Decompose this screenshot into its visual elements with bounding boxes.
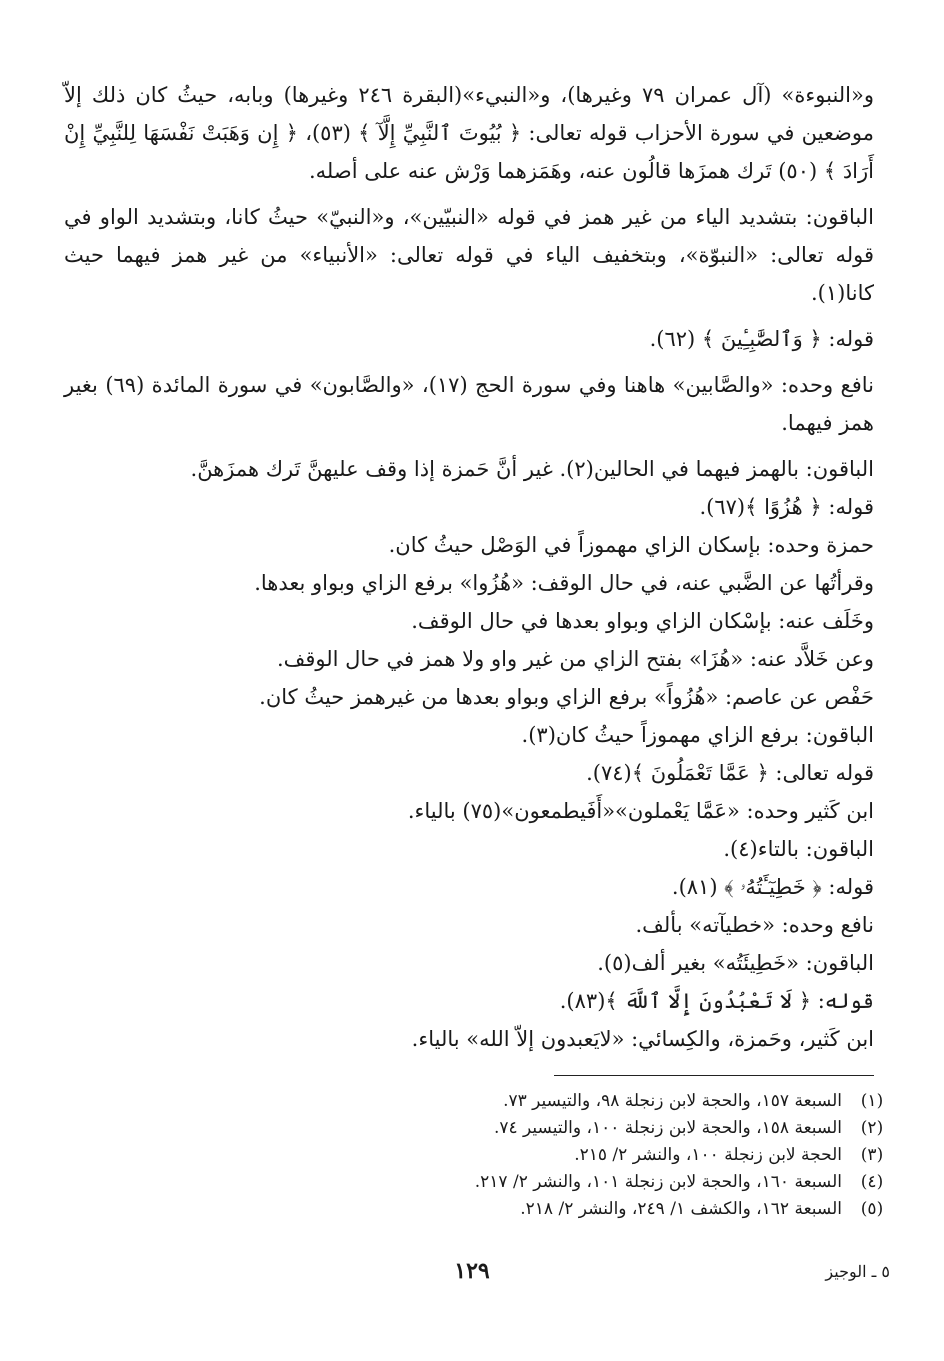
footnote-1 (390, 1088, 890, 1115)
signature-mark: ٥ ـ الوجيز (825, 1262, 890, 1281)
paragraph-5: الباقون: بالهمز فيهما في الحالين(٢). غير أنَّ حَمزة إذا وقف عليهنَّ تَرك همزَهنَّ. (190, 457, 874, 481)
paragraph-14: ابن كَثير وحده: «عَمَّا يَعْملون»«أَفَيطمعون»(٧٥) بالياء. (407, 799, 874, 823)
paragraph-8: وقرأتُها عن الضَّبي عنه، في حال الوقف: «هُزُوا» برفع الزاي وبواو بعدها. (254, 571, 874, 595)
paragraph-16: قوله: ﴿ خَطِيٓـَٔتُهُۥ ﴾ (٨١). (671, 875, 874, 899)
paragraph-13: قوله تعالى: ﴿ عَمَّا تَعْمَلُونَ ﴾(٧٤). (586, 761, 874, 785)
paragraph-20: ابن كَثير، وحَمزة، والكِسائي: «لايَعبدون إلاّ الله» بالياء. (411, 1027, 874, 1051)
footnote-text: السبعة ١٦٠، والحجة لابن زنجلة ١٠١، والنشر ٢/ ٢١٧. (474, 1172, 842, 1192)
footnote-text: السبعة ١٥٨، والحجة لابن زنجلة ١٠٠، والتيسير ٧٤. (493, 1118, 842, 1138)
footnote-5 (390, 1196, 890, 1223)
footnote-number: (١) (860, 1091, 884, 1111)
paragraph-7: حمزة وحده: بإسكان الزاي مهموزاً في الوَصْل حيثُ كان. (388, 533, 874, 557)
paragraph-3: قوله: ﴿ وَٱلصَّٰبِـِٔينَ ﴾ (٦٢). (649, 327, 874, 351)
paragraph-2: الباقون: بتشديد الياء من غير همز في قوله «النبيّين»، و«النبيّ» حيثُ كانا، وبتشديد الواو في قوله تعالى: «النبوّة»، وبتخفيف الياء في قوله تعالى: «الأنبياء» من غير همز فيهما حيث كانا(١). (64, 205, 874, 305)
paragraph-19: قوله: ﴿ لَا تَعْبُدُونَ إِلَّا ٱللَّهَ ﴾(٨٣). (559, 989, 874, 1013)
footnote-text: السبعة ١٦٢، والكشف ١/ ٢٤٩، والنشر ٢/ ٢١٨. (520, 1199, 842, 1219)
footnote-number: (٣) (860, 1145, 884, 1165)
footnote-3 (390, 1142, 890, 1169)
footnotes (390, 1088, 890, 1223)
paragraph-15: الباقون: بالتاء(٤). (723, 837, 874, 861)
footnote-text: السبعة ١٥٧، والحجة لابن زنجلة ٩٨، والتيسير ٧٣. (503, 1091, 842, 1111)
footnote-number: (٢) (860, 1118, 884, 1138)
footnote-separator (554, 1075, 874, 1076)
paragraph-18: الباقون: «خَطِيئَتُه» بغير ألف(٥). (597, 951, 874, 975)
paragraph-4: نافع وحده: «والصَّابين» هاهنا وفي سورة الحج (١٧)، «والصَّابون» في سورة المائدة (٦٩) بغير همز فيهما. (64, 373, 874, 435)
page-number: ١٢٩ (454, 1258, 490, 1284)
paragraph-9: وخَلَف عنه: بإسْكان الزاي وبواو بعدها في حال الوقف. (411, 609, 874, 633)
paragraph-6: قوله: ﴿ هُزُوًا ﴾(٦٧). (699, 495, 874, 519)
footnote-4 (390, 1169, 890, 1196)
main-text (64, 76, 874, 1058)
footnote-text: الحجة لابن زنجلة ١٠٠، والنشر ٢/ ٢١٥. (574, 1145, 842, 1165)
footnote-number: (٤) (860, 1172, 884, 1192)
paragraph-11: حَفْص عن عاصم: «هُزُواً» برفع الزاي وبواو بعدها من غيرهمز حيثُ كان. (259, 685, 874, 709)
footnote-2 (390, 1115, 890, 1142)
paragraph-1: و«النبوءة» (آل عمران ٧٩ وغيرها)، و«النبيء»(البقرة ٢٤٦ وغيرها) وبابه، حيثُ كان ذلك إلاّ موضعين في سورة الأحزاب قوله تعالى: ﴿ بُيُوتَ ٱلنَّبِيِّ إِلَّآ ﴾ (٥٣)، ﴿ إِن وَهَبَتْ نَفْسَهَا لِلنَّبِيِّ إِنْ أَرَادَ ﴾ (٥٠) تَرك همزَها قالُون عنه، وهَمَزهما وَرْش عنه على أصله. (64, 83, 874, 183)
footnote-number: (٥) (860, 1199, 884, 1219)
paragraph-17: نافع وحده: «خطيآته» بألف. (635, 913, 874, 937)
paragraph-10: وعن خَلاَّد عنه: «هُزَا» بفتح الزاي من غير واو ولا همز في حال الوقف. (276, 647, 874, 671)
paragraph-12: الباقون: برفع الزاي مهموزاً حيثُ كان(٣). (521, 723, 874, 747)
